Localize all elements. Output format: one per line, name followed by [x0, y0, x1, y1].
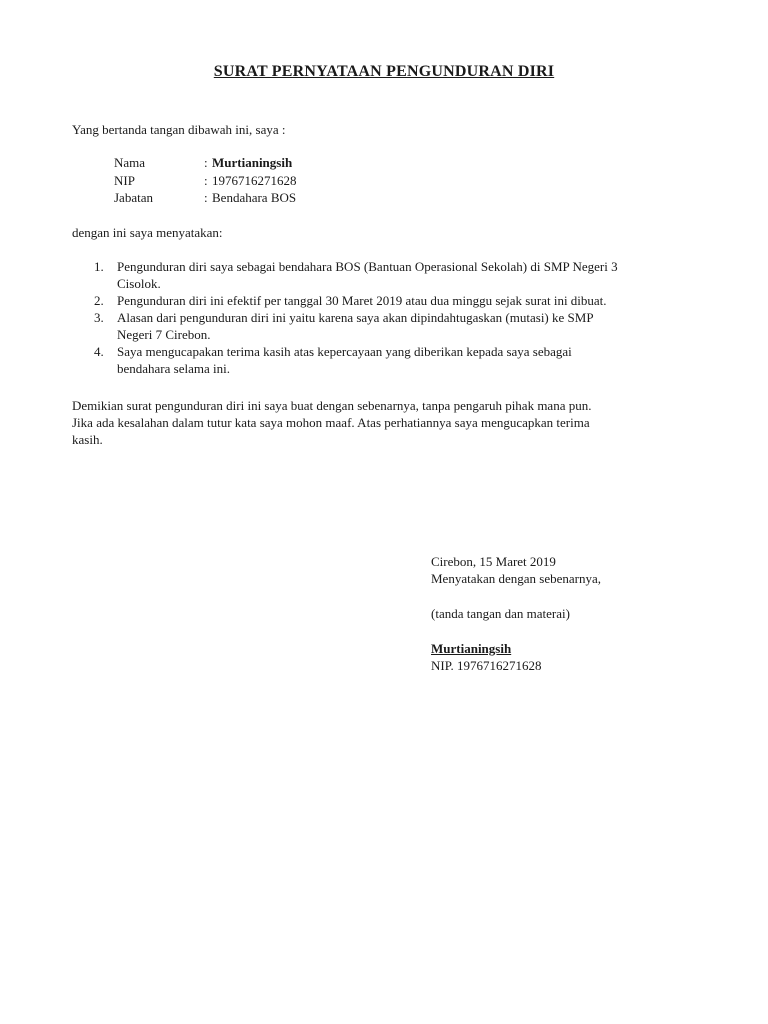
identity-label: Nama: [114, 155, 146, 170]
identity-separator: :: [204, 155, 208, 170]
list-text-line: Negeri 7 Cirebon.: [117, 327, 211, 342]
closing-line: Jika ada kesalahan dalam tutur kata saya mohon maaf. Atas perhatiannya saya mengucapkan terima: [72, 415, 590, 430]
statement-list: [72, 258, 712, 377]
identity-label: Jabatan: [114, 190, 153, 205]
signature-declaration: Menyatakan dengan sebenarnya,: [431, 571, 602, 586]
closing-line: Demikian surat pengunduran diri ini saya buat dengan sebenarnya, tanpa pengaruh pihak mana pun.: [72, 398, 592, 413]
list-text-line: Saya mengucapakan terima kasih atas kepercayaan yang diberikan kepada saya sebagai: [117, 344, 572, 359]
signature-nip: NIP. 1976716271628: [431, 658, 542, 673]
list-text-line: Alasan dari pengunduran diri ini yaitu karena saya akan dipindahtugaskan (mutasi) ke SMP: [117, 310, 594, 325]
list-text-line: Cisolok.: [117, 276, 161, 291]
document-title: SURAT PERNYATAAN PENGUNDURAN DIRI: [213, 63, 555, 80]
identity-separator: :: [204, 172, 208, 188]
signature-place-date: Cirebon, 15 Maret 2019: [431, 554, 556, 569]
signature-name: Murtianingsih: [431, 641, 512, 656]
identity-row-nip: [114, 172, 297, 190]
list-item: [72, 292, 712, 309]
list-item: [72, 343, 712, 377]
closing-paragraph: [72, 397, 692, 448]
list-text: [117, 343, 712, 377]
closing-line: kasih.: [72, 432, 103, 447]
list-number: 1.: [94, 259, 104, 274]
signature-note: (tanda tangan dan materai): [431, 606, 570, 621]
identity-separator: :: [204, 190, 208, 205]
list-text: [117, 292, 712, 309]
list-number: 4.: [94, 344, 104, 359]
identity-value-position: Bendahara BOS: [212, 190, 297, 205]
list-text-line: bendahara selama ini.: [117, 361, 230, 376]
list-number: 3.: [94, 310, 104, 325]
list-item: [72, 309, 712, 343]
list-text-line: Pengunduran diri saya sebagai bendahara BOS (Bantuan Operasional Sekolah) di SMP Negeri 3: [117, 259, 618, 274]
identity-row-name: [114, 154, 297, 172]
list-number: 2.: [94, 293, 104, 308]
identity-value-nip: 1976716271628: [212, 172, 297, 188]
list-text: [117, 309, 712, 343]
identity-label: NIP: [114, 172, 135, 188]
identity-value-name: Murtianingsih: [212, 155, 293, 170]
list-text: [117, 258, 712, 292]
opening-line: Yang bertanda tangan dibawah ini, saya :: [72, 122, 286, 137]
identity-row-position: [114, 189, 297, 207]
list-text-line: Pengunduran diri ini efektif per tanggal 30 Maret 2019 atau dua minggu sejak surat ini dibuat.: [117, 293, 607, 308]
identity-block: [114, 154, 297, 207]
signature-block: [431, 553, 711, 674]
statement-line: dengan ini saya menyatakan:: [72, 225, 223, 240]
list-item: [72, 258, 712, 292]
